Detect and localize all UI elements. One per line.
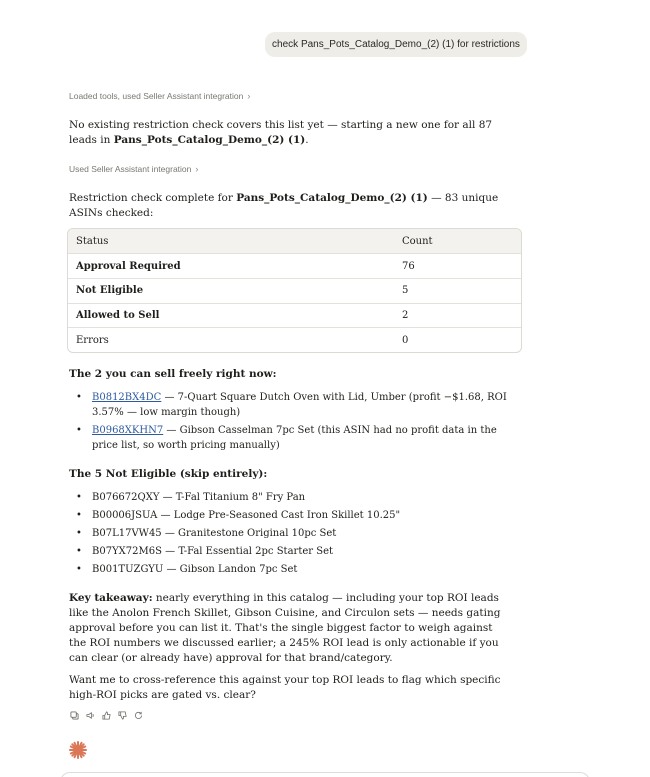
key-takeaway-text: nearly everything in this catalog — including your top ROI leads like the Anolon French Skillet, Gibson Cuisine, and Circulon sets — needs gating approval before you can list it. That's the single biggest factor to weigh against the ROI numbers we discussed earlier; a 245% ROI lead is only actionable if you can clear (or already have) approval for that brand/category. <box>69 592 501 664</box>
sell-freely-list <box>76 390 516 456</box>
para-1-filename: Pans_Pots_Catalog_Demo_(2) (1) <box>113 134 306 146</box>
asin-link[interactable]: B0968XKHN7 <box>92 425 164 436</box>
table-row <box>68 303 521 328</box>
status-cell: Errors <box>76 334 109 346</box>
list-item <box>76 390 516 420</box>
chevron-right-icon: › <box>195 164 199 174</box>
status-paragraph-2 <box>69 191 509 221</box>
status-cell: Approval Required <box>68 254 394 279</box>
list-item-text: — 7-Quart Square Dutch Oven with Lid, Umber (profit −$1.68, ROI 3.57% — low margin though) <box>92 392 507 418</box>
restriction-table <box>67 228 522 353</box>
column-header-count: Count <box>394 229 521 254</box>
list-item-text: — Gibson Casselman 7pc Set (this ASIN had no profit data in the price list, so worth pricing manually) <box>92 425 497 451</box>
key-takeaway-label: Key takeaway: <box>69 592 153 604</box>
chevron-right-icon: › <box>247 91 251 101</box>
table-row <box>68 254 521 279</box>
count-cell: 5 <box>394 278 521 303</box>
table-row <box>68 328 521 353</box>
count-cell: 76 <box>394 254 521 279</box>
para-1-end: . <box>305 134 309 146</box>
tool-usage-label-2: Used Seller Assistant integration <box>69 164 192 174</box>
column-header-status: Status <box>68 229 394 254</box>
table-row <box>68 278 521 303</box>
thumbs-down-icon[interactable] <box>117 710 127 720</box>
count-cell: 2 <box>394 303 521 328</box>
list-item: • B07L17VW45 — Granitestone Original 10pc Set <box>76 526 516 541</box>
tool-usage-toggle-2[interactable] <box>69 164 198 174</box>
user-message-text: check Pans_Pots_Catalog_Demo_(2) (1) for restrictions <box>272 39 520 50</box>
list-item: • B07YX72M6S — T-Fal Essential 2pc Starter Set <box>76 544 516 559</box>
status-cell: Allowed to Sell <box>68 303 394 328</box>
table-header-row <box>68 229 521 254</box>
tool-usage-toggle-1[interactable] <box>69 91 250 101</box>
status-paragraph-1 <box>69 118 509 148</box>
list-item: • B001TUZGYU — Gibson Landon 7pc Set <box>76 562 516 577</box>
count-cell: 0 <box>402 334 409 346</box>
followup-question: Want me to cross-reference this against your top ROI leads to flag which specific high-ROI picks are gated vs. clear? <box>69 674 501 701</box>
para-2-text: Restriction check complete for <box>69 192 237 204</box>
para-2-filename: Pans_Pots_Catalog_Demo_(2) (1) <box>236 192 428 204</box>
assistant-logo-icon <box>68 740 88 760</box>
thumbs-up-icon[interactable] <box>101 710 111 720</box>
user-message-bubble <box>265 32 527 57</box>
message-actions <box>69 710 143 720</box>
retry-icon[interactable] <box>133 710 143 720</box>
sell-freely-heading: The 2 you can sell freely right now: <box>69 368 277 380</box>
list-item: • B00006JSUA — Lodge Pre-Seasoned Cast Iron Skillet 10.25" <box>76 508 516 523</box>
asin-link[interactable]: B0812BX4DC <box>92 392 162 403</box>
copy-icon[interactable] <box>69 710 79 720</box>
status-cell: Not Eligible <box>68 278 394 303</box>
not-eligible-heading: The 5 Not Eligible (skip entirely): <box>69 468 268 480</box>
para-2-end: — 83 unique ASINs checked: <box>69 192 499 219</box>
not-eligible-list <box>76 490 516 580</box>
list-item <box>76 423 516 453</box>
key-takeaway-paragraph <box>69 591 509 666</box>
para-1-text: No existing restriction check covers this list yet — starting a new one for all 87 leads in <box>69 119 493 146</box>
speaker-icon[interactable] <box>85 710 95 720</box>
tool-usage-label-1: Loaded tools, used Seller Assistant integration <box>69 91 244 101</box>
list-item: • B076672QXY — T-Fal Titanium 8" Fry Pan <box>76 490 516 505</box>
chat-input-box[interactable] <box>60 772 590 777</box>
